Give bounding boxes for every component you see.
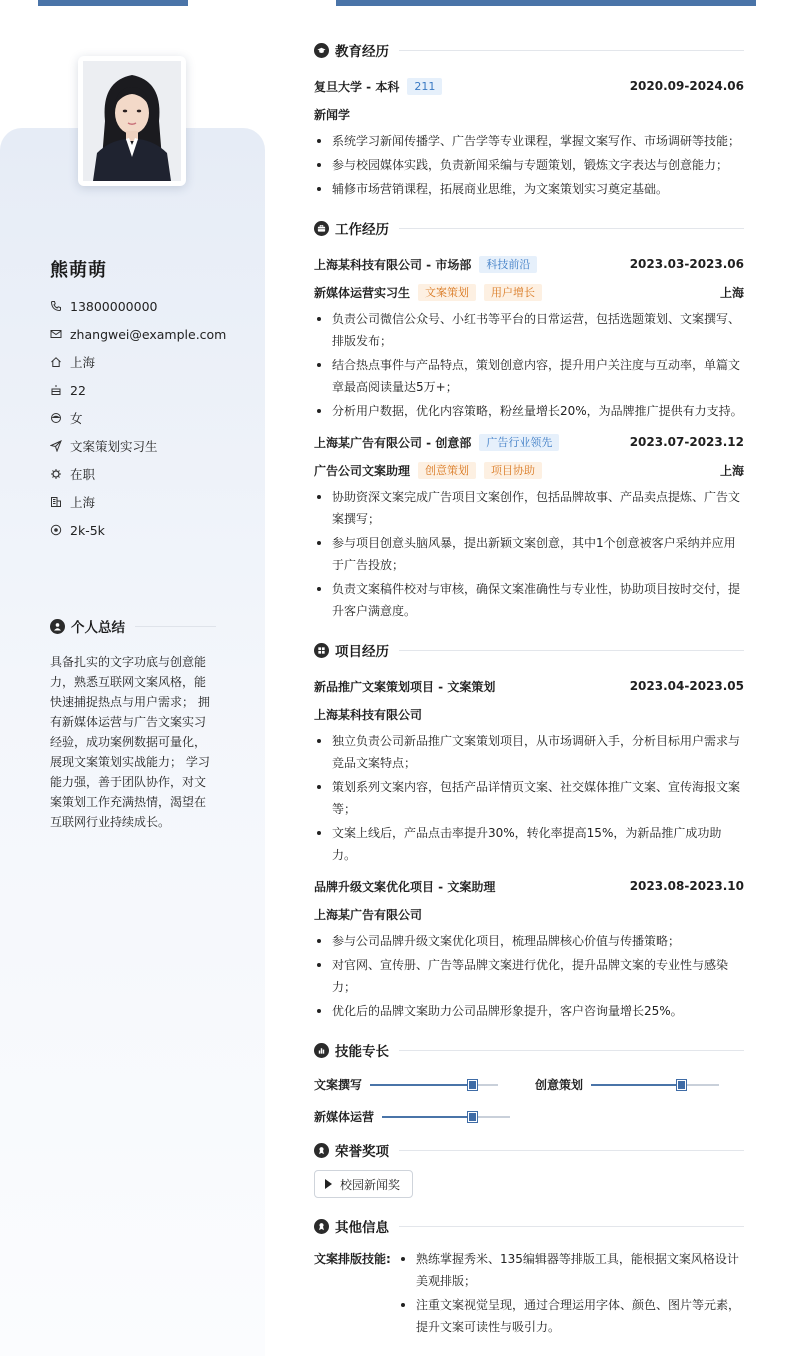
project-name: 品牌升级文案优化项目 - 文案助理 xyxy=(314,879,496,894)
section-divider xyxy=(135,626,216,627)
award-icon xyxy=(314,1143,329,1158)
home-icon xyxy=(50,356,62,368)
summary-text: 具备扎实的文字功底与创意能力，熟悉互联网文案风格，能快速捕捉热点与用户需求； 拥有新媒体运营与广告文案实习经验，成功案例数据可量化，展现文案策划实战能力； 学习能力强，善于团队协作，对文案策划工作充满热情，渴望在互联网行业持续成长。 xyxy=(50,655,210,829)
section-divider xyxy=(399,50,744,51)
skill-item xyxy=(314,1076,498,1093)
work-item-1-role xyxy=(314,278,744,306)
section-divider xyxy=(399,1150,744,1151)
skill-bar xyxy=(382,1116,510,1118)
section-divider xyxy=(399,1050,744,1051)
major: 新闻学 xyxy=(314,107,351,122)
school-name: 复旦大学 - 本科 xyxy=(314,79,400,94)
other-info xyxy=(314,1248,744,1340)
summary-section-title: 个人总结 xyxy=(50,616,216,636)
info-phone: 13800000000 xyxy=(50,292,226,320)
other-section-title: 其他信息 xyxy=(314,1212,744,1240)
education-section-title: 教育经历 xyxy=(314,36,744,64)
gender-icon xyxy=(50,412,62,424)
award-item-button[interactable]: 校园新闻奖 xyxy=(314,1170,413,1198)
company-tag: 广告行业领先 xyxy=(479,434,559,451)
list-item: 对官网、宣传册、广告等品牌文案进行优化，提升品牌文案的专业性与感染力； xyxy=(314,954,744,998)
list-item: 负责文案稿件校对与审核，确保文案准确性与专业性，协助项目按时交付，提升客户满意度。 xyxy=(314,578,744,622)
work-item-2-header xyxy=(314,428,744,456)
list-item: 策划系列文案内容，包括产品详情页文案、社交媒体推广文案、宣传海报文案等； xyxy=(314,776,744,820)
info-status: 在职 xyxy=(50,460,226,488)
project-item-2-header xyxy=(314,872,744,900)
status-icon xyxy=(50,468,62,480)
project-name: 新品推广文案策划项目 - 文案策划 xyxy=(314,679,496,694)
role-name: 新媒体运营实习生 xyxy=(314,285,411,300)
project-org: 上海某广告有限公司 xyxy=(314,907,423,922)
list-item: 负责公司微信公众号、小红书等平台的日常运营，包括选题策划、文案撰写、排版发布； xyxy=(314,308,744,352)
project-item-1-org xyxy=(314,700,744,728)
company-name: 上海某广告有限公司 - 创意部 xyxy=(314,435,472,450)
skill-item xyxy=(535,1076,719,1093)
education-major-row xyxy=(314,100,744,128)
award-icon xyxy=(314,1219,329,1234)
work-item-1-header xyxy=(314,250,744,278)
project-item-1-bullets xyxy=(314,730,744,866)
info-city: 上海 xyxy=(50,488,226,516)
education-header xyxy=(314,72,744,100)
main-content xyxy=(314,36,744,1340)
role-tag: 项目协助 xyxy=(484,462,542,479)
role-tag: 创意策划 xyxy=(418,462,476,479)
list-item: 辅修市场营销课程，拓展商业思维，为文案策划实习奠定基础。 xyxy=(314,178,744,200)
briefcase-icon xyxy=(314,221,329,236)
other-bullets xyxy=(398,1248,744,1340)
list-item: 文案上线后，产品点击率提升30%，转化率提高15%，为新品推广成功助力。 xyxy=(314,822,744,866)
portrait-image xyxy=(83,61,181,181)
info-age: 22 xyxy=(50,376,226,404)
skills-section-title: 技能专长 xyxy=(314,1036,744,1064)
skill-name: 新媒体运营 xyxy=(314,1110,375,1124)
play-icon xyxy=(325,1179,332,1189)
skill-bar xyxy=(370,1084,498,1086)
list-item: 参与公司品牌升级文案优化项目，梳理品牌核心价值与传播策略； xyxy=(314,930,744,952)
send-icon xyxy=(50,440,62,452)
section-divider xyxy=(399,1226,744,1227)
list-item: 协助资深文案完成广告项目文案创作，包括品牌故事、产品卖点提炼、广告文案撰写； xyxy=(314,486,744,530)
role-tag: 文案策划 xyxy=(418,284,476,301)
email-icon xyxy=(50,328,62,340)
person-name: 熊萌萌 xyxy=(50,260,107,281)
company-name: 上海某科技有限公司 - 市场部 xyxy=(314,257,472,272)
section-divider xyxy=(399,228,744,229)
contact-info-list xyxy=(50,292,226,544)
work-city: 上海 xyxy=(719,285,744,300)
project-period: 2023.08-2023.10 xyxy=(629,879,744,893)
list-item: 参与校园媒体实践，负责新闻采编与专题策划，锻炼文字表达与创意能力； xyxy=(314,154,744,176)
list-item: 结合热点事件与产品特点，策划创意内容，提升用户关注度与互动率，单篇文章最高阅读量达5万+； xyxy=(314,354,744,398)
skill-name: 文案撰写 xyxy=(314,1078,363,1092)
list-item: 独立负责公司新品推广文案策划项目，从市场调研入手，分析目标用户需求与竞品文案特点； xyxy=(314,730,744,774)
skills-list xyxy=(314,1064,744,1128)
project-item-2-bullets xyxy=(314,930,744,1022)
list-item: 熟练掌握秀米、135编辑器等排版工具，能根据文案风格设计美观排版； xyxy=(398,1248,744,1292)
work-item-1-bullets xyxy=(314,308,744,422)
skill-level-marker xyxy=(677,1080,686,1090)
list-item: 系统学习新闻传播学、广告学等专业课程，掌握文案写作、市场调研等技能； xyxy=(314,130,744,152)
building-icon xyxy=(50,496,62,508)
info-email: zhangwei@example.com xyxy=(50,320,226,348)
bar-chart-icon xyxy=(314,1043,329,1058)
projects-section-title: 项目经历 xyxy=(314,636,744,664)
age-icon xyxy=(50,384,62,396)
top-accent-bar-right xyxy=(336,0,756,6)
project-period: 2023.04-2023.05 xyxy=(629,679,744,693)
work-period: 2023.07-2023.12 xyxy=(629,435,744,449)
role-tag: 用户增长 xyxy=(484,284,542,301)
list-item: 注重文案视觉呈现，通过合理运用字体、颜色、图片等元素，提升文案可读性与吸引力。 xyxy=(398,1294,744,1338)
user-icon xyxy=(50,619,65,634)
list-item: 优化后的品牌文案助力公司品牌形象提升，客户咨询量增长25%。 xyxy=(314,1000,744,1022)
work-period: 2023.03-2023.06 xyxy=(629,257,744,271)
project-org: 上海某科技有限公司 xyxy=(314,707,423,722)
school-tag: 211 xyxy=(407,78,442,95)
work-item-2-bullets xyxy=(314,486,744,622)
project-item-2-org xyxy=(314,900,744,928)
list-item: 参与项目创意头脑风暴，提出新颖文案创意，其中1个创意被客户采纳并应用于广告投放； xyxy=(314,532,744,576)
profile-photo xyxy=(78,56,186,186)
salary-icon xyxy=(50,524,62,536)
company-tag: 科技前沿 xyxy=(479,256,537,273)
education-period: 2020.09-2024.06 xyxy=(629,79,744,93)
skill-bar xyxy=(591,1084,719,1086)
work-city: 上海 xyxy=(719,463,744,478)
skill-name: 创意策划 xyxy=(535,1078,584,1092)
section-divider xyxy=(399,650,744,651)
info-location: 上海 xyxy=(50,348,226,376)
skill-level-marker xyxy=(468,1080,477,1090)
top-accent-bar-left xyxy=(38,0,188,6)
grid-icon xyxy=(314,643,329,658)
role-name: 广告公司文案助理 xyxy=(314,463,411,478)
awards-section-title: 荣誉奖项 xyxy=(314,1136,744,1164)
education-bullets xyxy=(314,130,744,200)
project-item-1-header xyxy=(314,672,744,700)
list-item: 分析用户数据，优化内容策略，粉丝量增长20%，为品牌推广提供有力支持。 xyxy=(314,400,744,422)
other-label: 文案排版技能: xyxy=(314,1252,391,1266)
work-section-title: 工作经历 xyxy=(314,214,744,242)
phone-icon xyxy=(50,300,62,312)
skill-item xyxy=(314,1108,510,1125)
graduation-cap-icon xyxy=(314,43,329,58)
work-item-2-role xyxy=(314,456,744,484)
info-position: 文案策划实习生 xyxy=(50,432,226,460)
info-gender: 女 xyxy=(50,404,226,432)
info-salary: 2k-5k xyxy=(50,516,226,544)
skill-level-marker xyxy=(468,1112,477,1122)
